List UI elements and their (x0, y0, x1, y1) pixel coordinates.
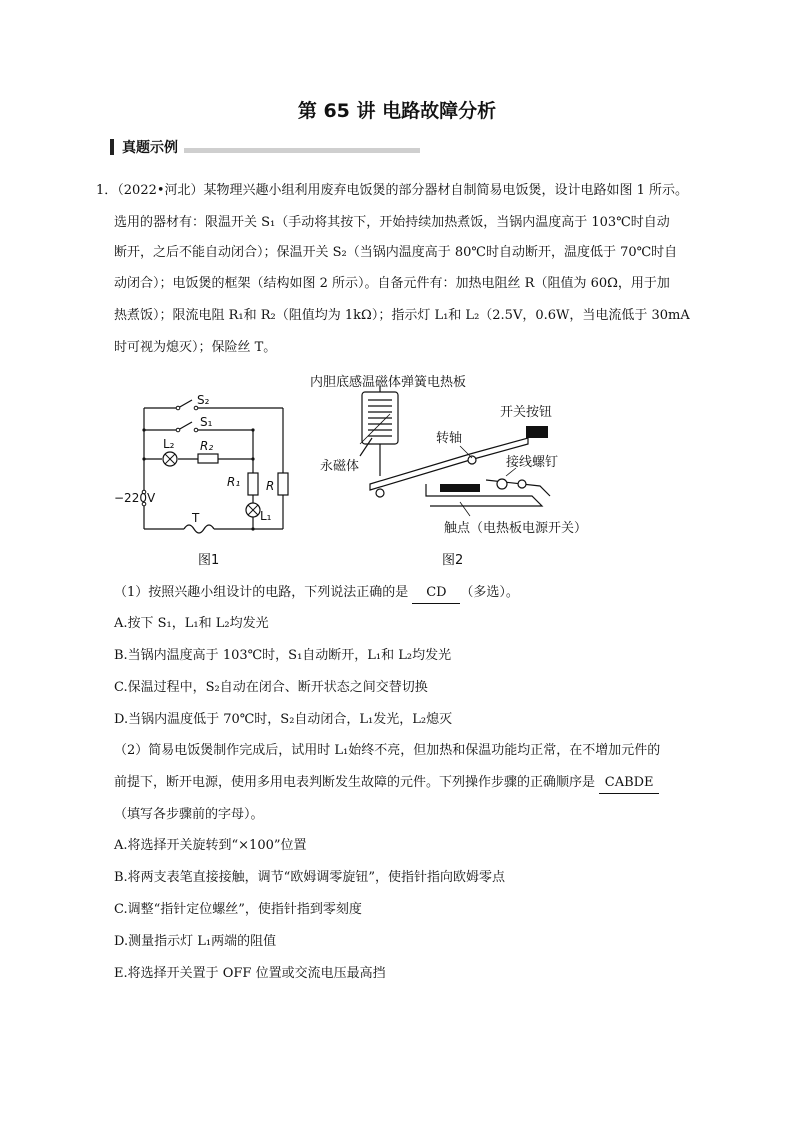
sub2-answer: CABDE (599, 773, 659, 794)
label-axis: 转轴 (436, 431, 463, 446)
option-line: B.将两支表笔直接接触，调节“欧姆调零旋钮”，使指针指向欧姆零点 (114, 870, 505, 885)
question-line: 热煮饭）；限流电阻 R₁和 R₂（阻值均为 1kΩ）；指示灯 L₁和 L₂（2.5V，0.6W，当电流低于 30mA (114, 308, 690, 323)
label-l1: L₁ (260, 509, 272, 523)
option-line: D.测量指示灯 L₁两端的阻值 (114, 934, 277, 949)
question-line: 1．（2022•河北）某物理兴趣小组利用废弃电饭煲的部分器材自制简易电饭煲，设计电路如图 1 所示。 (96, 183, 689, 198)
figure-1-caption: 图1 (198, 553, 220, 568)
figure-1-circuit (110, 372, 310, 572)
question-line: 时可视为熄灭）；保险丝 T。 (114, 340, 277, 355)
label-magnet: 永磁体 (320, 459, 360, 474)
option-line: C.保温过程中，S₂自动在闭合、断开状态之间交替切换 (114, 680, 428, 695)
sub2-line: （2）简易电饭煲制作完成后，试用时 L₁始终不亮，但加热和保温功能均正常，在不增加元件的 (114, 743, 661, 758)
sub2-line-2: 前提下，断开电源，使用多用电表判断发生故障的元件。下列操作步骤的正确顺序是 (114, 775, 596, 790)
label-top: 内胆底感温磁体弹簧电热板 (310, 375, 467, 390)
section-rule (184, 148, 420, 153)
sub1-answer: CD (412, 583, 460, 604)
option-line: B.当锅内温度高于 103℃时，S₁自动断开，L₁和 L₂均发光 (114, 648, 452, 663)
label-s1: S₁ (200, 415, 213, 429)
sub-question-2 (114, 773, 659, 794)
label-r1: R₁ (227, 475, 241, 489)
sub2-line: （填写各步骤前的字母）。 (114, 807, 264, 822)
page-title: 第 65 讲 电路故障分析 (297, 100, 497, 122)
label-button: 开关按钮 (500, 405, 553, 420)
sub1-prefix: （1）按照兴趣小组设计的电路，下列说法正确的是 (114, 585, 409, 600)
figure-2-frame (310, 372, 610, 572)
label-contact: 触点（电热板电源开关） (444, 521, 588, 536)
label-r: R (266, 479, 275, 493)
section-marker (110, 139, 114, 155)
sub1-suffix: （多选）。 (460, 585, 519, 600)
question-line: 选用的器材有：限温开关 S₁（手动将其按下，开始持续加热煮饭，当锅内温度高于 103℃时自动 (114, 215, 670, 230)
figure-2-caption: 图2 (442, 553, 464, 568)
option-line: A.按下 S₁，L₁和 L₂均发光 (114, 616, 269, 631)
label-r2: R₂ (200, 439, 214, 453)
option-line: D.当锅内温度低于 70℃时，S₂自动闭合，L₁发光，L₂熄灭 (114, 712, 453, 727)
option-line: A.将选择开关旋转到“×100”位置 (114, 838, 307, 853)
option-line: C.调整“指针定位螺丝”，使指针指到零刻度 (114, 902, 362, 917)
label-t: T (192, 511, 200, 525)
label-s2: S₂ (197, 393, 210, 407)
label-l2: L₂ (163, 437, 175, 451)
section-header (110, 137, 178, 157)
question-line: 动闭合）；电饭煲的框架（结构如图 2 所示）。自备元件有：加热电阻丝 R（阻值为 60Ω，用于加 (114, 276, 670, 291)
option-line: E.将选择开关置于 OFF 位置或交流电压最高挡 (114, 966, 386, 981)
label-screw: 接线螺钉 (506, 455, 559, 470)
section-label: 真题示例 (122, 140, 178, 156)
sub-question-1 (114, 583, 519, 604)
question-line: 断开，之后不能自动闭合）；保温开关 S₂（当锅内温度高于 80℃时自动断开，温度低于 70℃时自 (114, 245, 678, 260)
label-source: −220V (114, 491, 156, 505)
